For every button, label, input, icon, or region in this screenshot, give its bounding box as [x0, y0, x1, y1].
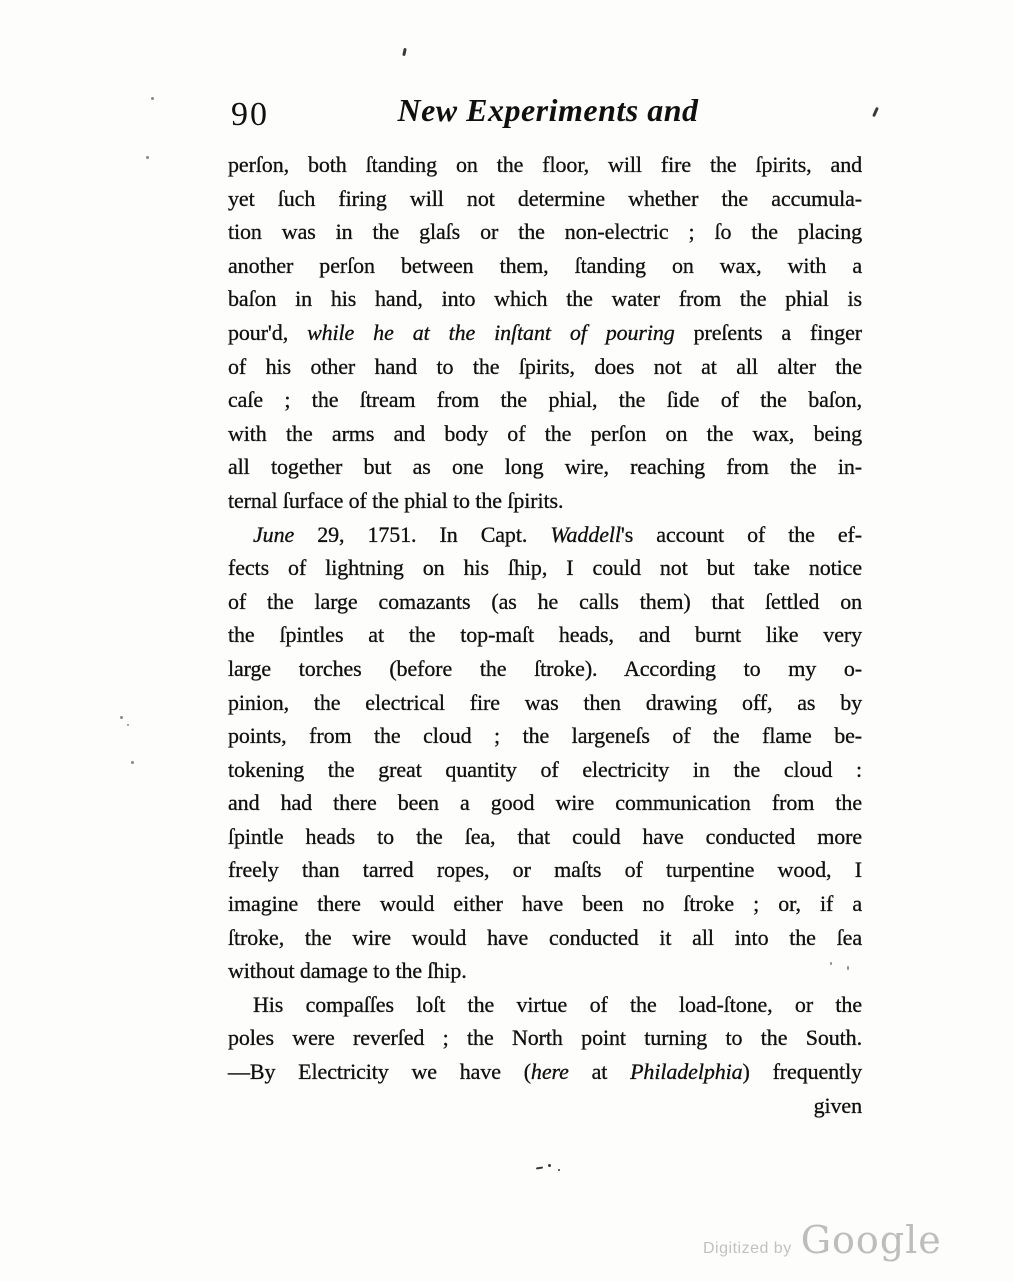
italic-text: Waddell	[550, 521, 621, 547]
body-text: ſpintle heads to the ſea, that could have conducted more	[228, 823, 862, 849]
body-text: ſtroke, the wire would have conducted it all into the ſea	[228, 924, 862, 950]
body-text: without damage to the ſhip.	[228, 958, 467, 984]
ink-speck	[847, 966, 849, 970]
ink-speck	[127, 724, 129, 726]
text-line	[228, 853, 862, 887]
body-text: of the large comazants (as he calls them) that ſettled on	[228, 588, 862, 614]
body-text: and had there been a good wire communication from the	[228, 790, 862, 816]
text-line	[228, 450, 862, 484]
text-line	[228, 887, 862, 921]
text-line	[228, 383, 862, 417]
text-block	[228, 148, 862, 1122]
text-line	[228, 518, 862, 552]
text-line	[228, 786, 862, 820]
text-line	[228, 249, 862, 283]
body-text: with the arms and body of the perſon on the wax, being	[228, 420, 862, 446]
text-line	[228, 282, 862, 316]
italic-text: while he at the inſtant of pouring	[307, 319, 675, 345]
text-line	[228, 820, 862, 854]
text-line	[228, 753, 862, 787]
body-text: imagine there would either have been no ſtroke ; or, if a	[228, 891, 862, 917]
ink-speck	[151, 97, 154, 100]
body-text: at	[568, 1059, 631, 1085]
ink-speck	[830, 962, 832, 965]
ink-speck	[558, 1169, 560, 1171]
body-text: baſon in his hand, into which the water from the phial is	[228, 286, 862, 312]
ink-speck	[131, 761, 134, 764]
body-text: tokening the great quantity of electricity in the cloud :	[228, 756, 862, 782]
text-line	[228, 921, 862, 955]
text-line	[228, 585, 862, 619]
body-text: 29, 1751. In Capt.	[294, 521, 551, 547]
body-text: ternal ſurface of the phial to the ſpirits.	[228, 487, 564, 513]
body-text: of his other hand to the ſpirits, does not at all alter the	[228, 353, 862, 379]
body-text: His compaſſes loſt the virtue of the load-ſtone, or the	[253, 991, 862, 1017]
ink-speck	[146, 156, 149, 159]
google-logo: Google	[800, 1218, 942, 1262]
ink-speck	[120, 716, 123, 719]
body-text: pour'd,	[228, 319, 308, 345]
text-line	[228, 215, 862, 249]
body-text: preſents a finger	[674, 319, 862, 345]
body-text: ) frequently	[742, 1059, 862, 1085]
text-line	[228, 652, 862, 686]
text-line	[228, 1089, 862, 1123]
text-line	[228, 618, 862, 652]
page-number: 90	[231, 96, 269, 133]
ink-speck	[402, 48, 407, 56]
body-text: 's account of the ef-	[620, 521, 862, 547]
body-text: all together but as one long wire, reaching from the in-	[228, 454, 862, 480]
body-text: large torches (before the ſtroke). According to my o-	[228, 655, 862, 681]
body-text: tion was in the glaſs or the non-electric ; ſo the placing	[228, 219, 862, 245]
text-line	[228, 417, 862, 451]
italic-text: here	[530, 1059, 569, 1085]
italic-text: Philadelphia	[630, 1059, 743, 1085]
body-text: given	[813, 1092, 862, 1118]
body-text: points, from the cloud ; the largeneſs of the flame be-	[228, 723, 862, 749]
body-text: —By Electricity we have (	[228, 1059, 531, 1085]
text-line	[228, 988, 862, 1022]
body-text: another perſon between them, ſtanding on wax, with a	[228, 252, 862, 278]
body-text: perſon, both ſtanding on the floor, will fire the ſpirits, and	[228, 152, 862, 177]
ink-speck	[536, 1167, 543, 1170]
text-line	[228, 148, 862, 182]
text-line	[228, 316, 862, 350]
ink-speck	[548, 1164, 551, 1167]
italic-text: June	[253, 521, 295, 547]
text-line	[228, 719, 862, 753]
watermark	[703, 1218, 942, 1262]
body-text: freely than tarred ropes, or maſts of turpentine wood, I	[228, 857, 862, 883]
text-line	[228, 350, 862, 384]
text-line	[228, 551, 862, 585]
body-text: poles were reverſed ; the North point turning to the South.	[228, 1025, 862, 1051]
body-text: fects of lightning on his ſhip, I could not but take notice	[228, 555, 862, 581]
digitized-by-label: Digitized by	[703, 1240, 792, 1257]
text-line	[228, 484, 862, 518]
running-title: New Experiments and	[397, 92, 699, 128]
text-line	[228, 954, 862, 988]
text-line	[228, 1021, 862, 1055]
body-text: pinion, the electrical fire was then drawing off, as by	[228, 689, 862, 715]
ink-speck	[872, 107, 879, 117]
body-text: caſe ; the ſtream from the phial, the ſide of the baſon,	[228, 387, 862, 413]
text-line	[228, 686, 862, 720]
body-text: yet ſuch firing will not determine whether the accumula-	[228, 185, 862, 211]
text-line	[228, 1055, 862, 1089]
body-text: the ſpintles at the top-maſt heads, and burnt like very	[228, 622, 862, 648]
text-line	[228, 182, 862, 216]
